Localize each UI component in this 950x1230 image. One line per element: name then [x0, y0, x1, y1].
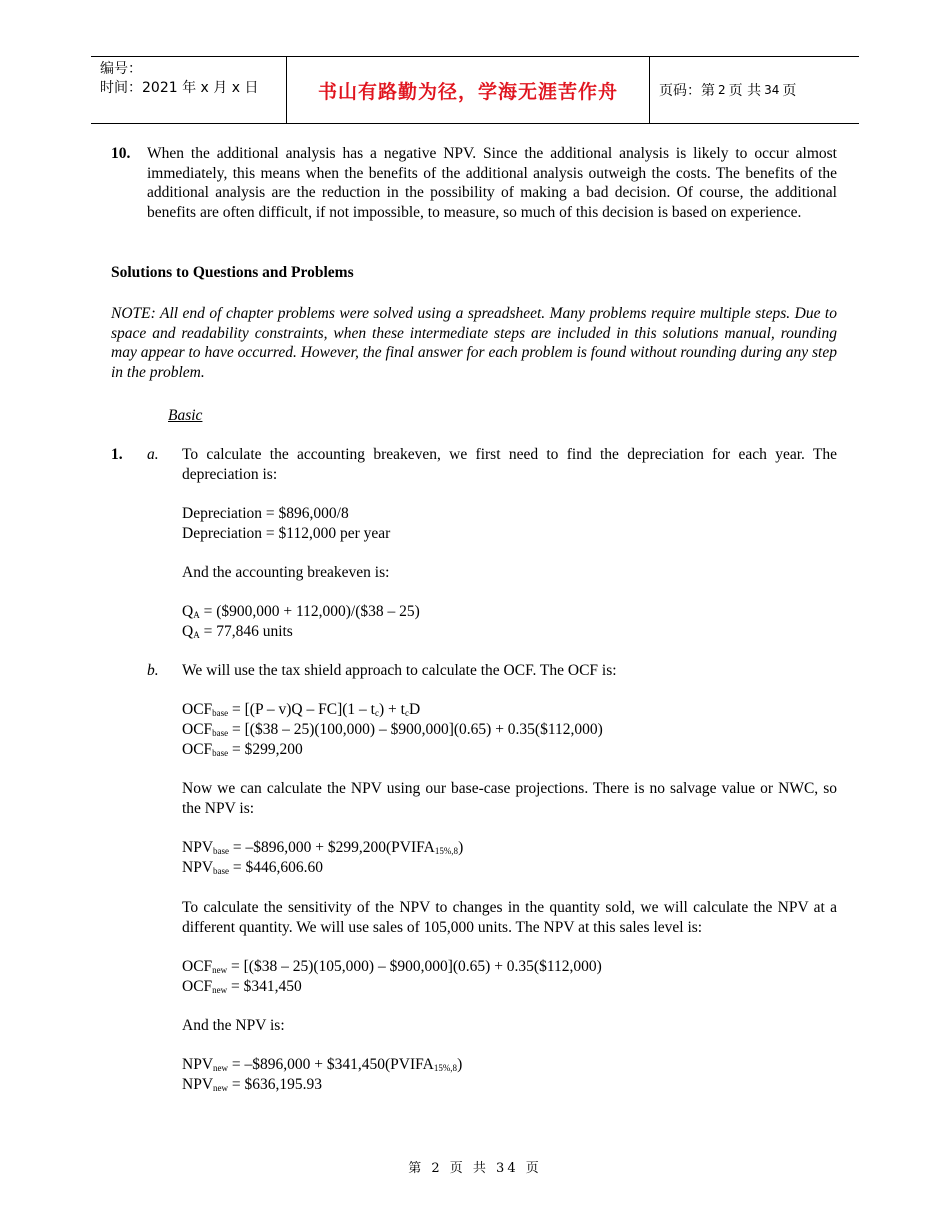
npv-new-line-2: $NPV_{new}$ = $636,195.93: [182, 1076, 323, 1093]
qa-line-1: $Q_A$ = ($900,000 + 112,000)/($38 – 25): [182, 603, 420, 620]
npv-base-line-1: $NPV_{base}$ = –$896,000 + $\$299,200(PVIFA_{15\%,8})$: [182, 839, 464, 856]
part-a-intro: To calculate the accounting breakeven, we first need to find the depreciation for each year. The depreciation is:: [182, 446, 837, 483]
q10-number: 10.: [111, 145, 131, 162]
depreciation-line-1: Depreciation = $896,000/8: [182, 505, 349, 522]
header-page-middle: 页 共: [728, 83, 762, 99]
header-page-suffix: 页: [782, 83, 797, 99]
part-a-label: a.: [147, 446, 159, 463]
ocf-new-line-2: $OCF_{new}$ = $341,450: [182, 978, 302, 995]
npv-intro: Now we can calculate the NPV using our base-case projections. There is no salvage value or NWC, so the NPV is:: [182, 780, 837, 817]
page-header: [91, 56, 859, 124]
q10-text: When the additional analysis has a negative NPV. Since the additional analysis is likely to occur almost immediately, this means when the benefits of the additional analysis outweigh the costs. The benefits of the additional analysis are the reduction in the possibility of making a bad decision. Of course, the additional benefits are often difficult, if not impossible, to measure, so much of this decision is based on experience.: [147, 145, 837, 222]
ocf-base-line-1: $OCF_{base} = [(P - v)Q - FC](1 - t_c) + t_cD$: [182, 701, 421, 718]
header-page-current: 2: [718, 83, 726, 97]
ocf-base-line-3: $OCF_{base}$ = $299,200: [182, 741, 303, 758]
sensitivity-intro: To calculate the sensitivity of the NPV to changes in the quantity sold, we will calculate the NPV at a different quantity. We will use sales of 105,000 units. The NPV at this sales level is:: [182, 899, 837, 936]
section-title: Solutions to Questions and Problems: [111, 264, 354, 281]
part-b-intro: We will use the tax shield approach to calculate the OCF. The OCF is:: [182, 662, 617, 679]
header-page-total: 34: [764, 83, 780, 97]
ocf-new-line-1: $OCF_{new}$ = [($38 – 25)(105,000) – $900,000](0.65) + 0.35($112,000): [182, 958, 602, 975]
ocf-base-line-2: $OCF_{base}$ = [($38 – 25)(100,000) – $900,000](0.65) + 0.35($112,000): [182, 721, 603, 738]
npv-new-intro: And the NPV is:: [182, 1017, 285, 1034]
breakeven-intro: And the accounting breakeven is:: [182, 564, 390, 581]
header-motto: 书山有路勤为径，学海无涯苦作舟: [287, 57, 650, 123]
header-time-label: 时间：2021 年 x 月 x 日: [100, 80, 259, 96]
page-footer: 第 2 页 共 34 页: [408, 1161, 542, 1176]
basic-heading: Basic: [168, 407, 203, 424]
header-page-info: [650, 57, 859, 123]
note-text: NOTE: All end of chapter problems were solved using a spreadsheet. Many problems require multiple steps. Due to space and readability constraints, when these intermediate steps are included in this solutions manual, rounding may appear to have occurred. However, the final answer for each problem is found without rounding during any step in the problem.: [111, 305, 837, 382]
npv-base-line-2: $NPV_{base}$ = $446,606.60: [182, 859, 324, 876]
header-number-label: 编号：: [100, 61, 142, 77]
header-meta: [91, 57, 287, 123]
problem1-number: 1.: [111, 446, 123, 463]
qa-line-2: $Q_A = 77,846$ units: [182, 623, 293, 640]
header-page-prefix: 页码：第: [659, 83, 715, 99]
part-b-label: b.: [147, 662, 159, 679]
npv-new-line-1: $NPV_{new}$ = –$896,000 + $\$341,450(PVIFA_{15\%,8})$: [182, 1056, 463, 1073]
depreciation-line-2: Depreciation = $112,000 per year: [182, 525, 391, 542]
